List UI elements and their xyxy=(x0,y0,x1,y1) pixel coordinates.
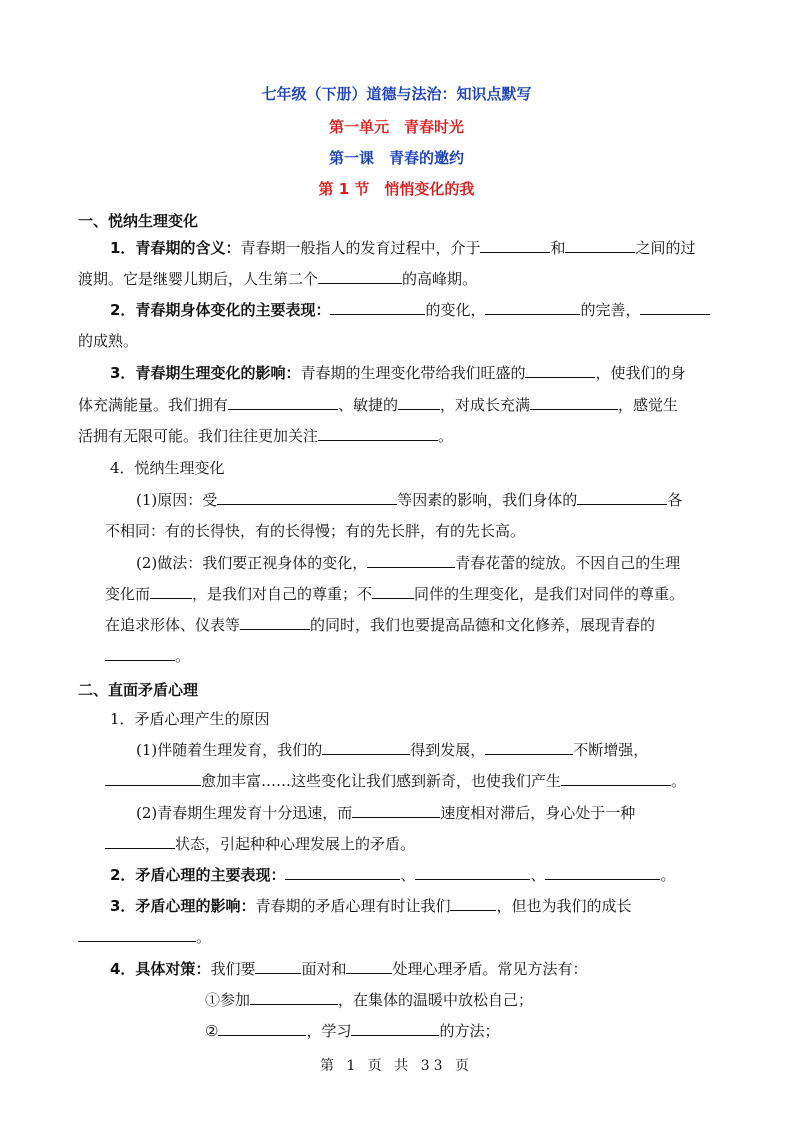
part1-item4-method-line3: 在追求形体、仪表等 的同时，我们也要提高品德和文化修养，展现青春的 xyxy=(105,616,656,634)
part1-item4-method-line1: (2)做法：我们要正视身体的变化， 青春花蕾的绽放。不因自己的生理 xyxy=(136,554,681,572)
fill-blank xyxy=(485,740,573,755)
part1-item2-line2: 的成熟。 xyxy=(78,332,139,350)
fill-blank xyxy=(351,1021,439,1036)
part2-method1: ①参加 ，在集体的温暖中放松自己； xyxy=(205,991,534,1009)
part1-item4-reason-line2: 不相同：有的长得快，有的长得慢；有的先长胖，有的先长高。 xyxy=(105,522,526,540)
part1-item4-label: 4．悦纳生理变化 xyxy=(110,459,225,477)
fill-blank xyxy=(346,959,392,974)
lesson-title: 第一课 青春的邀约 xyxy=(328,149,464,167)
fill-blank xyxy=(352,803,440,818)
fill-blank xyxy=(250,990,338,1005)
part1-item1-line2: 渡期。它是继婴儿期后，人生第二个 的高峰期。 xyxy=(78,270,478,288)
fill-blank xyxy=(285,865,400,880)
fill-blank xyxy=(318,269,402,284)
fill-blank xyxy=(105,646,175,661)
part1-item4-method-line2: 变化而 ，是我们对自己的尊重；不 同伴的生理变化，是我们对同伴的尊重。 xyxy=(105,585,685,603)
fill-blank xyxy=(228,395,338,410)
fill-blank xyxy=(318,426,438,441)
part2-item1-reason2-line1: (2)青春期生理发育十分迅速，而 速度相对滞后，身心处于一种 xyxy=(136,804,636,822)
fill-blank xyxy=(218,1021,306,1036)
fill-blank xyxy=(105,771,201,786)
fill-blank xyxy=(561,771,671,786)
fill-blank xyxy=(322,740,410,755)
part2-item3-line2: 。 xyxy=(78,927,211,947)
part1-item2-line1: 2．青春期身体变化的主要表现： 的变化， 的完善， xyxy=(110,300,710,320)
page-footer: 第 1 页 共 33 页 xyxy=(320,1058,473,1074)
part2-heading: 二、直面矛盾心理 xyxy=(78,681,199,699)
fill-blank xyxy=(415,865,530,880)
part2-item2-line: 2．矛盾心理的主要表现： 、 、 。 xyxy=(110,866,676,884)
fill-blank xyxy=(640,300,710,315)
part2-item4-line: 4．具体对策：我们要 面对和 处理心理矛盾。常见方法有： xyxy=(110,960,588,978)
fill-blank xyxy=(240,615,310,630)
part1-item3-line3: 活拥有无限可能。我们往往更加关注 。 xyxy=(78,427,454,445)
fill-blank xyxy=(577,490,667,505)
unit-title: 第一单元 青春时光 xyxy=(328,118,464,136)
part2-item1-reason2-line2: 状态，引起种种心理发展上的矛盾。 xyxy=(105,834,415,854)
fill-blank xyxy=(525,363,595,378)
part2-method2: ② ，学习 的方法； xyxy=(205,1022,500,1040)
part1-item3-line1: 3．青春期生理变化的影响：青春期的生理变化带给我们旺盛的 ，使我们的身 xyxy=(110,364,686,382)
part2-item1-label: 1．矛盾心理产生的原因 xyxy=(110,710,270,728)
fill-blank xyxy=(255,959,301,974)
fill-blank xyxy=(150,584,192,599)
part2-item3-line1: 3．矛盾心理的影响：青春期的矛盾心理有时让我们 ，但也为我们的成长 xyxy=(110,897,632,915)
fill-blank xyxy=(480,238,550,253)
fill-blank xyxy=(367,553,455,568)
part1-item3-line2: 体充满能量。我们拥有 、敏捷的 ，对成长充满 ，感觉生 xyxy=(78,396,679,414)
fill-blank xyxy=(530,395,618,410)
fill-blank xyxy=(545,865,660,880)
part1-item1-line1: 1．青春期的含义：青春期一般指人的发育过程中，介于 和 之间的过 xyxy=(110,239,696,257)
fill-blank xyxy=(105,834,175,849)
fill-blank xyxy=(78,927,196,942)
document-title: 七年级（下册）道德与法治：知识点默写 xyxy=(261,85,532,103)
fill-blank xyxy=(330,300,425,315)
fill-blank xyxy=(565,238,635,253)
part2-item1-reason1-line1: (1)伴随着生理发育，我们的 得到发展， 不断增强， xyxy=(136,741,649,759)
part1-item4-reason-line1: (1)原因：受 等因素的影响，我们身体的 各 xyxy=(136,491,683,509)
fill-blank xyxy=(372,584,414,599)
fill-blank xyxy=(450,896,496,911)
section-title: 第 1 节 悄悄变化的我 xyxy=(318,180,475,198)
fill-blank xyxy=(485,300,580,315)
part2-item1-reason1-line2: 愈加丰富……这些变化让我们感到新奇，也使我们产生 。 xyxy=(105,771,686,791)
fill-blank xyxy=(217,490,397,505)
part1-heading: 一、悦纳生理变化 xyxy=(78,212,199,230)
fill-blank xyxy=(398,395,440,410)
part1-item4-method-line4: 。 xyxy=(105,646,190,666)
